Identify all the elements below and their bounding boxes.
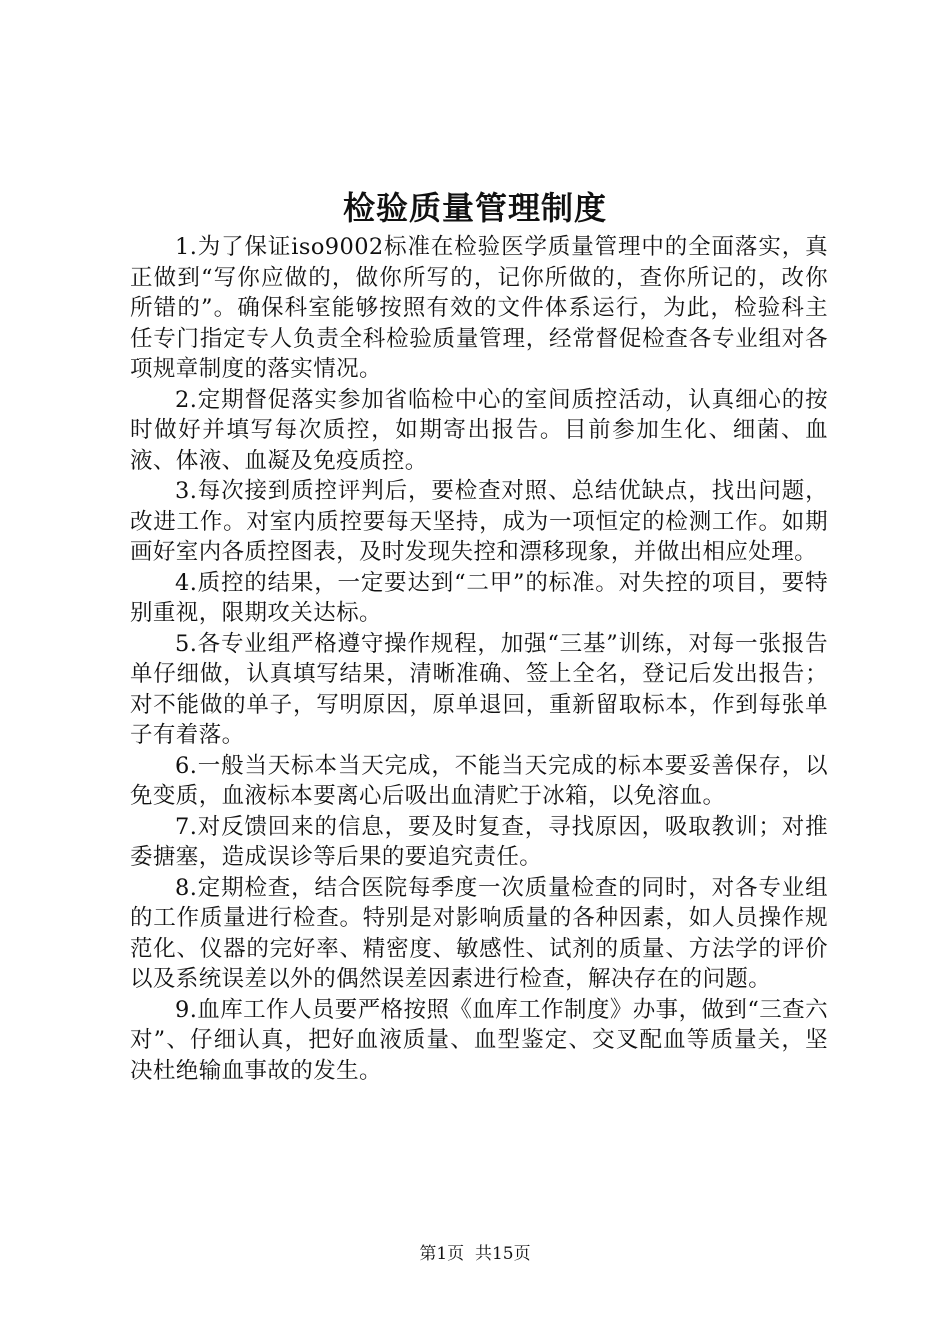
paragraph-2: 2.定期督促落实参加省临检中心的室间质控活动，认真细心的按时做好并填写每次质控，如期寄出报告。目前参加生化、细菌、血液、体液、血凝及免疫质控。	[130, 386, 828, 474]
page-footer	[0, 1243, 950, 1265]
paragraph-5: 5.各专业组严格遵守操作规程，加强“三基”训练，对每一张报告单仔细做，认真填写结果，清晰准确、签上全名，登记后发出报告；对不能做的单子，写明原因，原单退回，重新留取标本，作到每张单子有着落。	[130, 630, 828, 748]
document-body	[130, 232, 828, 1086]
document-title: 检验质量管理制度	[342, 189, 607, 227]
page-number-label: 第1页 共15页	[419, 1244, 531, 1264]
paragraph-4: 4.质控的结果，一定要达到“二甲”的标准。对失控的项目，要特别重视，限期攻关达标。	[130, 569, 828, 626]
paragraph-9: 9.血库工作人员要严格按照《血库工作制度》办事，做到“三查六对”、仔细认真，把好血液质量、血型鉴定、交叉配血等质量关，坚决杜绝输血事故的发生。	[130, 996, 828, 1084]
paragraph-1: 1.为了保证iso9002标准在检验医学质量管理中的全面落实，真正做到“写你应做的，做你所写的，记你所做的，查你所记的，改你所错的”。确保科室能够按照有效的文件体系运行，为此，检验科主任专门指定专人负责全科检验质量管理，经常督促检查各专业组对各项规章制度的落实情况。	[130, 234, 828, 382]
paragraph-6: 6.一般当天标本当天完成，不能当天完成的标本要妥善保存，以免变质，血液标本要离心后吸出血清贮于冰箱，以免溶血。	[130, 752, 828, 809]
paragraph-7: 7.对反馈回来的信息，要及时复查，寻找原因，吸取教训；对推委搪塞，造成误诊等后果的要追究责任。	[130, 813, 828, 870]
paragraph-8: 8.定期检查，结合医院每季度一次质量检查的同时，对各专业组的工作质量进行检查。特别是对影响质量的各种因素，如人员操作规范化、仪器的完好率、精密度、敏感性、试剂的质量、方法学的评价以及系统误差以外的偶然误差因素进行检查，解决存在的问题。	[130, 874, 828, 992]
paragraph-3: 3.每次接到质控评判后，要检查对照、总结优缺点，找出问题，改进工作。对室内质控要每天坚持，成为一项恒定的检测工作。如期画好室内各质控图表，及时发现失控和漂移现象，并做出相应处理。	[130, 478, 828, 565]
